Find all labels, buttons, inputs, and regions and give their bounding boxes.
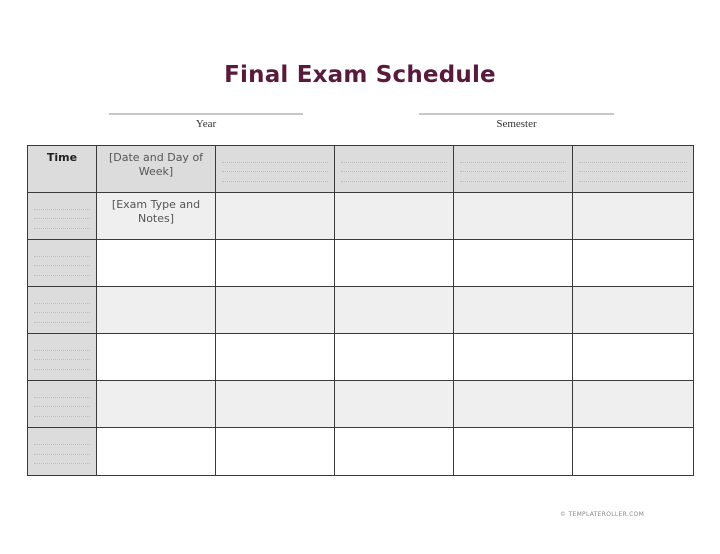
exam-cell[interactable] xyxy=(97,334,216,381)
date-header-cell[interactable] xyxy=(573,146,694,193)
date-header-cell[interactable] xyxy=(97,146,216,193)
year-line[interactable] xyxy=(109,113,303,115)
exam-cell[interactable] xyxy=(97,381,216,428)
time-cell[interactable] xyxy=(28,381,97,428)
exam-cell[interactable] xyxy=(335,240,454,287)
table-row xyxy=(28,193,694,240)
exam-cell[interactable] xyxy=(454,381,573,428)
page-title: Final Exam Schedule xyxy=(224,62,496,88)
semester-label: Semester xyxy=(496,118,537,130)
schedule-table xyxy=(27,145,694,476)
exam-cell[interactable] xyxy=(573,381,694,428)
exam-cell[interactable] xyxy=(97,240,216,287)
exam-cell[interactable] xyxy=(454,240,573,287)
exam-cell[interactable] xyxy=(573,334,694,381)
time-cell[interactable] xyxy=(28,428,97,476)
exam-cell[interactable] xyxy=(454,428,573,476)
exam-cell[interactable] xyxy=(335,381,454,428)
exam-cell[interactable] xyxy=(335,287,454,334)
exam-cell[interactable] xyxy=(573,287,694,334)
semester-line[interactable] xyxy=(419,113,614,115)
exam-cell[interactable] xyxy=(335,428,454,476)
time-cell[interactable] xyxy=(28,287,97,334)
time-header-cell xyxy=(28,146,97,193)
exam-cell[interactable] xyxy=(454,287,573,334)
exam-cell[interactable] xyxy=(97,193,216,240)
table-row xyxy=(28,240,694,287)
year-label: Year xyxy=(195,118,217,130)
exam-cell[interactable] xyxy=(216,428,335,476)
exam-cell[interactable] xyxy=(216,334,335,381)
exam-cell[interactable] xyxy=(335,193,454,240)
exam-cell[interactable] xyxy=(216,287,335,334)
exam-cell[interactable] xyxy=(97,287,216,334)
time-cell[interactable] xyxy=(28,193,97,240)
exam-cell[interactable] xyxy=(454,193,573,240)
exam-cell[interactable] xyxy=(573,428,694,476)
exam-cell[interactable] xyxy=(97,428,216,476)
time-cell[interactable] xyxy=(28,240,97,287)
exam-cell[interactable] xyxy=(216,240,335,287)
exam-cell[interactable] xyxy=(573,193,694,240)
date-header-cell[interactable] xyxy=(216,146,335,193)
exam-cell[interactable] xyxy=(216,193,335,240)
type-placeholder: [Exam Type and Notes] xyxy=(111,198,201,225)
exam-cell[interactable] xyxy=(454,334,573,381)
table-row xyxy=(28,381,694,428)
date-header-cell[interactable] xyxy=(335,146,454,193)
table-row xyxy=(28,334,694,381)
exam-cell[interactable] xyxy=(216,381,335,428)
date-placeholder: [Date and Day of Week] xyxy=(108,151,204,178)
exam-cell[interactable] xyxy=(335,334,454,381)
exam-cell[interactable] xyxy=(573,240,694,287)
table-row xyxy=(28,428,694,476)
time-cell[interactable] xyxy=(28,334,97,381)
time-header: Time xyxy=(46,151,78,164)
table-row xyxy=(28,287,694,334)
header-row xyxy=(28,146,694,193)
footer-credit: © TEMPLATEROLLER.COM xyxy=(560,511,645,518)
date-header-cell[interactable] xyxy=(454,146,573,193)
